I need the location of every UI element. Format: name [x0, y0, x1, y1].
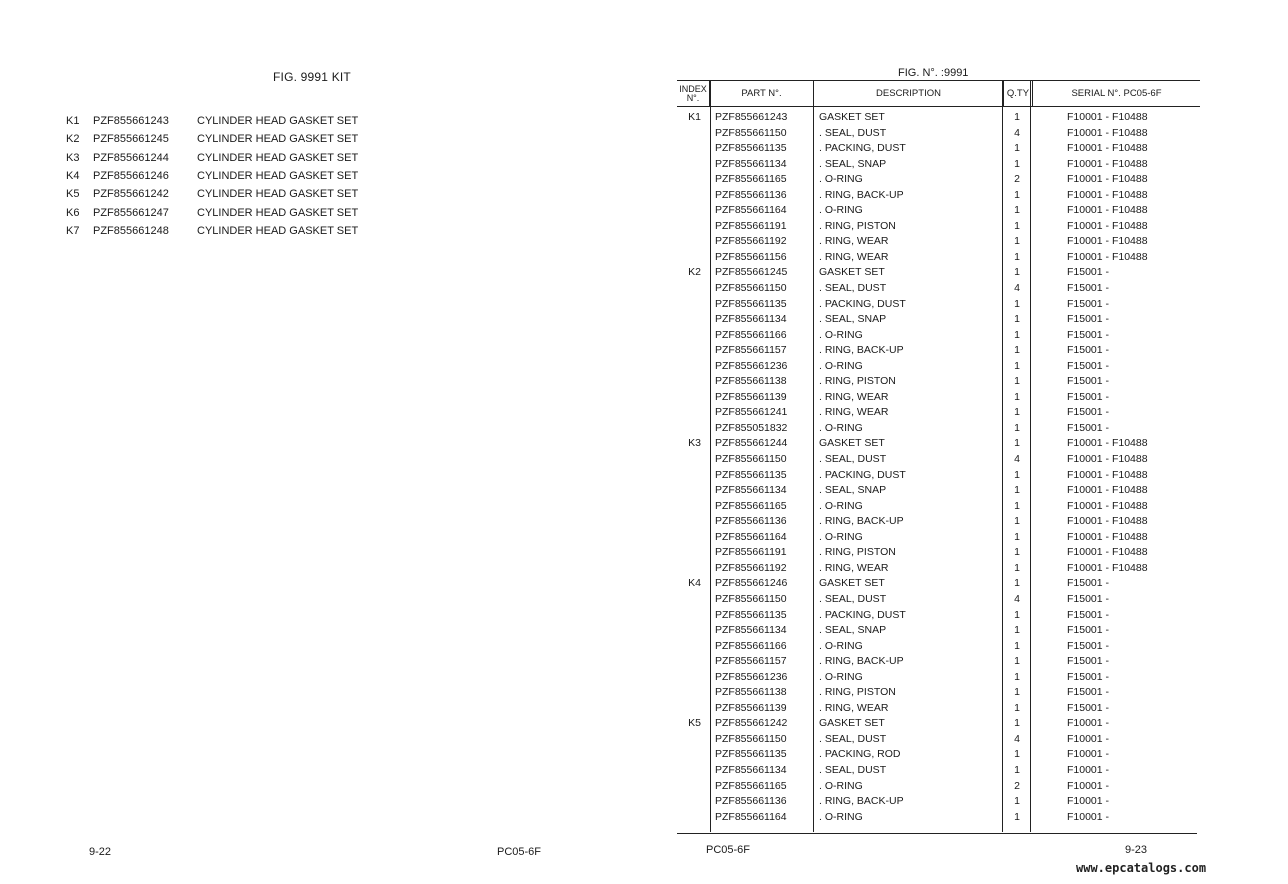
- row-description: . RING, BACK-UP: [819, 515, 904, 528]
- row-serial: F15001 -: [1067, 592, 1110, 605]
- row-serial: F10001 - F10488: [1067, 561, 1148, 574]
- row-serial: F15001 -: [1067, 375, 1110, 388]
- row-quantity: 1: [1014, 748, 1020, 761]
- row-description: . SEAL, SNAP: [819, 624, 887, 637]
- kit-index: K6: [66, 206, 80, 219]
- row-description: . SEAL, DUST: [819, 732, 887, 745]
- row-part-number: PZF855661164: [715, 204, 787, 217]
- row-serial: F10001 -: [1067, 717, 1110, 730]
- row-serial: F10001 - F10488: [1067, 204, 1148, 217]
- row-quantity: 2: [1014, 779, 1020, 792]
- row-quantity: 1: [1014, 795, 1020, 808]
- row-description: . RING, BACK-UP: [819, 655, 904, 668]
- kit-part-number: PZF855661248: [93, 224, 169, 237]
- row-part-number: PZF855661246: [715, 577, 788, 590]
- table-bottom-rule: [677, 833, 1197, 834]
- row-quantity: 1: [1014, 546, 1020, 559]
- row-part-number: PZF855661236: [715, 359, 788, 372]
- kit-description: CYLINDER HEAD GASKET SET: [197, 151, 359, 164]
- row-description: . SEAL, SNAP: [819, 484, 887, 497]
- kit-part-number: PZF855661243: [93, 115, 169, 128]
- row-description: . PACKING, DUST: [819, 297, 906, 310]
- row-serial: F15001 -: [1067, 344, 1110, 357]
- row-serial: F15001 -: [1067, 670, 1110, 683]
- row-quantity: 1: [1014, 437, 1020, 450]
- row-quantity: 4: [1014, 282, 1020, 295]
- row-quantity: 1: [1014, 655, 1020, 668]
- row-description: . SEAL, DUST: [819, 126, 887, 139]
- left-page-title: FIG. 9991 KIT: [273, 70, 351, 84]
- row-quantity: 1: [1014, 219, 1020, 232]
- right-page-title: FIG. N°. :9991: [898, 67, 969, 79]
- row-part-number: PZF855661166: [715, 328, 787, 341]
- right-page-number: 9-23: [1125, 844, 1148, 856]
- parts-table-header: [677, 80, 1200, 107]
- header-serial: SERIAL N°. PC05-6F: [1033, 81, 1201, 107]
- row-quantity: 4: [1014, 592, 1020, 605]
- row-part-number: PZF855661138: [715, 375, 787, 388]
- row-description: GASKET SET: [819, 111, 885, 123]
- kit-description: CYLINDER HEAD GASKET SET: [197, 170, 359, 183]
- row-quantity: 1: [1014, 717, 1020, 730]
- row-index: K1: [688, 111, 701, 123]
- row-description: . O-RING: [819, 359, 863, 372]
- row-description: . SEAL, DUST: [819, 453, 887, 466]
- header-index: INDEX N°.: [677, 81, 710, 107]
- row-description: . RING, WEAR: [819, 561, 889, 574]
- row-description: . RING, BACK-UP: [819, 795, 904, 808]
- row-part-number: PZF855661135: [715, 748, 787, 761]
- row-quantity: 1: [1014, 188, 1020, 201]
- row-description: . RING, PISTON: [819, 546, 896, 559]
- row-quantity: 1: [1014, 266, 1020, 279]
- row-quantity: 1: [1014, 328, 1020, 341]
- row-quantity: 1: [1014, 499, 1020, 512]
- row-description: . PACKING, ROD: [819, 748, 901, 761]
- watermark: www.epcatalogs.com: [1076, 861, 1207, 875]
- row-serial: F10001 - F10488: [1067, 499, 1148, 512]
- row-serial: F10001 - F10488: [1067, 173, 1148, 186]
- row-serial: F15001 -: [1067, 406, 1110, 419]
- row-description: . SEAL, DUST: [819, 282, 887, 295]
- row-part-number: PZF855661135: [715, 608, 787, 621]
- row-quantity: 1: [1014, 406, 1020, 419]
- row-part-number: PZF855661166: [715, 639, 787, 652]
- row-quantity: 4: [1014, 453, 1020, 466]
- row-part-number: PZF855661245: [715, 266, 788, 279]
- row-serial: F10001 -: [1067, 732, 1110, 745]
- row-quantity: 1: [1014, 701, 1020, 714]
- row-description: GASKET SET: [819, 437, 885, 450]
- kit-row: [66, 167, 358, 185]
- row-part-number: PZF855661135: [715, 142, 787, 155]
- row-description: . O-RING: [819, 670, 863, 683]
- row-part-number: PZF855661134: [715, 763, 787, 776]
- row-serial: F15001 -: [1067, 655, 1110, 668]
- row-part-number: PZF855661135: [715, 297, 787, 310]
- row-serial: F10001 - F10488: [1067, 126, 1148, 139]
- kit-description: CYLINDER HEAD GASKET SET: [197, 133, 359, 146]
- kit-description: CYLINDER HEAD GASKET SET: [197, 188, 359, 201]
- row-serial: F15001 -: [1067, 313, 1110, 326]
- row-description: . SEAL, SNAP: [819, 157, 887, 170]
- kit-row: [66, 149, 358, 167]
- row-description: . O-RING: [819, 639, 863, 652]
- row-part-number: PZF855661150: [715, 592, 787, 605]
- row-description: . RING, WEAR: [819, 235, 889, 248]
- row-serial: F10001 - F10488: [1067, 111, 1148, 123]
- row-serial: F10001 - F10488: [1067, 546, 1148, 559]
- row-quantity: 1: [1014, 810, 1020, 823]
- row-quantity: 1: [1014, 313, 1020, 326]
- row-description: . O-RING: [819, 173, 863, 186]
- row-serial: F10001 -: [1067, 779, 1110, 792]
- row-serial: F10001 - F10488: [1067, 453, 1148, 466]
- row-serial: F15001 -: [1067, 624, 1110, 637]
- row-quantity: 1: [1014, 686, 1020, 699]
- row-serial: F10001 -: [1067, 748, 1110, 761]
- row-quantity: 1: [1014, 421, 1020, 434]
- row-description: . RING, WEAR: [819, 701, 889, 714]
- kit-row: [66, 222, 358, 240]
- row-serial: F10001 -: [1067, 795, 1110, 808]
- row-quantity: 1: [1014, 235, 1020, 248]
- row-part-number: PZF855661243: [715, 111, 788, 123]
- row-description: . RING, PISTON: [819, 686, 896, 699]
- row-quantity: 1: [1014, 344, 1020, 357]
- row-description: . PACKING, DUST: [819, 142, 906, 155]
- row-part-number: PZF855661165: [715, 173, 787, 186]
- row-part-number: PZF855051832: [715, 421, 788, 434]
- row-part-number: PZF855661164: [715, 530, 787, 543]
- kit-index: K7: [66, 224, 80, 237]
- row-part-number: PZF855661150: [715, 282, 787, 295]
- row-serial: F15001 -: [1067, 577, 1110, 590]
- row-part-number: PZF855661244: [715, 437, 788, 450]
- row-part-number: PZF855661134: [715, 157, 787, 170]
- kit-description: CYLINDER HEAD GASKET SET: [197, 206, 359, 219]
- row-part-number: PZF855661150: [715, 126, 787, 139]
- row-index: K4: [688, 577, 701, 590]
- row-description: . PACKING, DUST: [819, 608, 906, 621]
- row-index: K3: [688, 437, 701, 450]
- row-description: GASKET SET: [819, 266, 885, 279]
- row-description: GASKET SET: [819, 717, 885, 730]
- row-serial: F10001 - F10488: [1067, 515, 1148, 528]
- kit-row: [66, 185, 358, 203]
- row-serial: F10001 - F10488: [1067, 530, 1148, 543]
- kit-row: [66, 112, 358, 130]
- left-page-number: 9-22: [89, 846, 112, 858]
- header-qty: Q.TY: [1004, 81, 1033, 107]
- row-serial: F10001 - F10488: [1067, 437, 1148, 450]
- row-description: . RING, PISTON: [819, 375, 896, 388]
- row-serial: F15001 -: [1067, 686, 1110, 699]
- kit-list: [66, 112, 358, 240]
- kit-description: CYLINDER HEAD GASKET SET: [197, 224, 359, 237]
- column-divider-index: [710, 80, 711, 832]
- kit-index: K5: [66, 188, 80, 201]
- row-description: . O-RING: [819, 499, 863, 512]
- left-page-model: PC05-6F: [497, 846, 542, 858]
- row-quantity: 1: [1014, 670, 1020, 683]
- column-divider-description: [1002, 80, 1003, 832]
- row-quantity: 1: [1014, 375, 1020, 388]
- row-quantity: 1: [1014, 359, 1020, 372]
- row-description: . O-RING: [819, 779, 863, 792]
- row-part-number: PZF855661136: [715, 188, 787, 201]
- row-description: . PACKING, DUST: [819, 468, 906, 481]
- column-divider-qty: [1030, 80, 1031, 832]
- row-serial: F10001 - F10488: [1067, 484, 1148, 497]
- right-page-model: PC05-6F: [706, 844, 751, 856]
- row-serial: F10001 - F10488: [1067, 250, 1148, 263]
- kit-index: K3: [66, 151, 80, 164]
- row-description: . RING, PISTON: [819, 219, 896, 232]
- row-quantity: 4: [1014, 126, 1020, 139]
- row-description: . O-RING: [819, 204, 863, 217]
- row-quantity: 1: [1014, 250, 1020, 263]
- row-serial: F15001 -: [1067, 639, 1110, 652]
- row-part-number: PZF855661139: [715, 701, 787, 714]
- kit-part-number: PZF855661246: [93, 170, 169, 183]
- header-part: PART N°.: [710, 81, 814, 107]
- row-description: . SEAL, DUST: [819, 592, 887, 605]
- row-part-number: PZF855661165: [715, 499, 787, 512]
- kit-row: [66, 203, 358, 221]
- row-quantity: 1: [1014, 624, 1020, 637]
- row-part-number: PZF855661134: [715, 624, 787, 637]
- row-quantity: 1: [1014, 561, 1020, 574]
- row-part-number: PZF855661134: [715, 313, 787, 326]
- row-part-number: PZF855661191: [715, 546, 787, 559]
- row-serial: F10001 - F10488: [1067, 468, 1148, 481]
- row-serial: F15001 -: [1067, 359, 1110, 372]
- kit-part-number: PZF855661247: [93, 206, 169, 219]
- row-serial: F15001 -: [1067, 421, 1110, 434]
- row-description: . RING, BACK-UP: [819, 344, 904, 357]
- row-part-number: PZF855661135: [715, 468, 787, 481]
- row-serial: F10001 - F10488: [1067, 157, 1148, 170]
- row-quantity: 1: [1014, 639, 1020, 652]
- row-part-number: PZF855661136: [715, 795, 787, 808]
- row-description: . RING, BACK-UP: [819, 188, 904, 201]
- row-part-number: PZF855661236: [715, 670, 788, 683]
- row-description: . O-RING: [819, 530, 863, 543]
- row-serial: F15001 -: [1067, 282, 1110, 295]
- row-description: . O-RING: [819, 328, 863, 341]
- row-description: . SEAL, SNAP: [819, 313, 887, 326]
- row-serial: F15001 -: [1067, 701, 1110, 714]
- row-description: . O-RING: [819, 421, 863, 434]
- kit-index: K2: [66, 133, 80, 146]
- kit-index: K1: [66, 115, 80, 128]
- kit-part-number: PZF855661242: [93, 188, 169, 201]
- row-index: K5: [688, 717, 701, 730]
- row-part-number: PZF855661192: [715, 235, 787, 248]
- row-serial: F15001 -: [1067, 608, 1110, 621]
- row-serial: F10001 - F10488: [1067, 142, 1148, 155]
- kit-index: K4: [66, 170, 80, 183]
- row-part-number: PZF855661134: [715, 484, 787, 497]
- column-divider-part: [813, 80, 814, 832]
- row-index: K2: [688, 266, 701, 279]
- row-serial: F10001 - F10488: [1067, 188, 1148, 201]
- row-quantity: 1: [1014, 484, 1020, 497]
- row-part-number: PZF855661150: [715, 453, 787, 466]
- row-part-number: PZF855661138: [715, 686, 787, 699]
- row-quantity: 1: [1014, 530, 1020, 543]
- row-quantity: 1: [1014, 111, 1020, 123]
- row-part-number: PZF855661156: [715, 250, 787, 263]
- row-description: . SEAL, DUST: [819, 763, 887, 776]
- kit-row: [66, 130, 358, 148]
- row-quantity: 1: [1014, 515, 1020, 528]
- row-part-number: PZF855661191: [715, 219, 787, 232]
- row-part-number: PZF855661136: [715, 515, 787, 528]
- row-description: . O-RING: [819, 810, 863, 823]
- row-serial: F10001 -: [1067, 810, 1110, 823]
- row-part-number: PZF855661139: [715, 390, 787, 403]
- row-part-number: PZF855661157: [715, 344, 787, 357]
- row-description: . RING, WEAR: [819, 406, 889, 419]
- row-part-number: PZF855661150: [715, 732, 787, 745]
- row-part-number: PZF855661165: [715, 779, 787, 792]
- row-quantity: 4: [1014, 732, 1020, 745]
- row-quantity: 1: [1014, 142, 1020, 155]
- row-serial: F10001 - F10488: [1067, 219, 1148, 232]
- row-description: . RING, WEAR: [819, 250, 889, 263]
- row-quantity: 1: [1014, 763, 1020, 776]
- row-quantity: 1: [1014, 157, 1020, 170]
- row-part-number: PZF855661164: [715, 810, 787, 823]
- kit-part-number: PZF855661245: [93, 133, 169, 146]
- row-description: GASKET SET: [819, 577, 885, 590]
- row-serial: F15001 -: [1067, 266, 1110, 279]
- row-quantity: 1: [1014, 468, 1020, 481]
- row-quantity: 1: [1014, 297, 1020, 310]
- row-quantity: 1: [1014, 204, 1020, 217]
- row-serial: F15001 -: [1067, 390, 1110, 403]
- row-serial: F15001 -: [1067, 297, 1110, 310]
- row-quantity: 1: [1014, 390, 1020, 403]
- row-serial: F10001 - F10488: [1067, 235, 1148, 248]
- row-serial: F15001 -: [1067, 328, 1110, 341]
- kit-part-number: PZF855661244: [93, 151, 169, 164]
- row-quantity: 1: [1014, 577, 1020, 590]
- row-quantity: 1: [1014, 608, 1020, 621]
- row-quantity: 2: [1014, 173, 1020, 186]
- row-part-number: PZF855661241: [715, 406, 788, 419]
- kit-description: CYLINDER HEAD GASKET SET: [197, 115, 359, 128]
- row-serial: F10001 -: [1067, 763, 1110, 776]
- row-part-number: PZF855661242: [715, 717, 788, 730]
- header-description: DESCRIPTION: [814, 81, 1004, 107]
- row-part-number: PZF855661157: [715, 655, 787, 668]
- row-part-number: PZF855661192: [715, 561, 787, 574]
- row-description: . RING, WEAR: [819, 390, 889, 403]
